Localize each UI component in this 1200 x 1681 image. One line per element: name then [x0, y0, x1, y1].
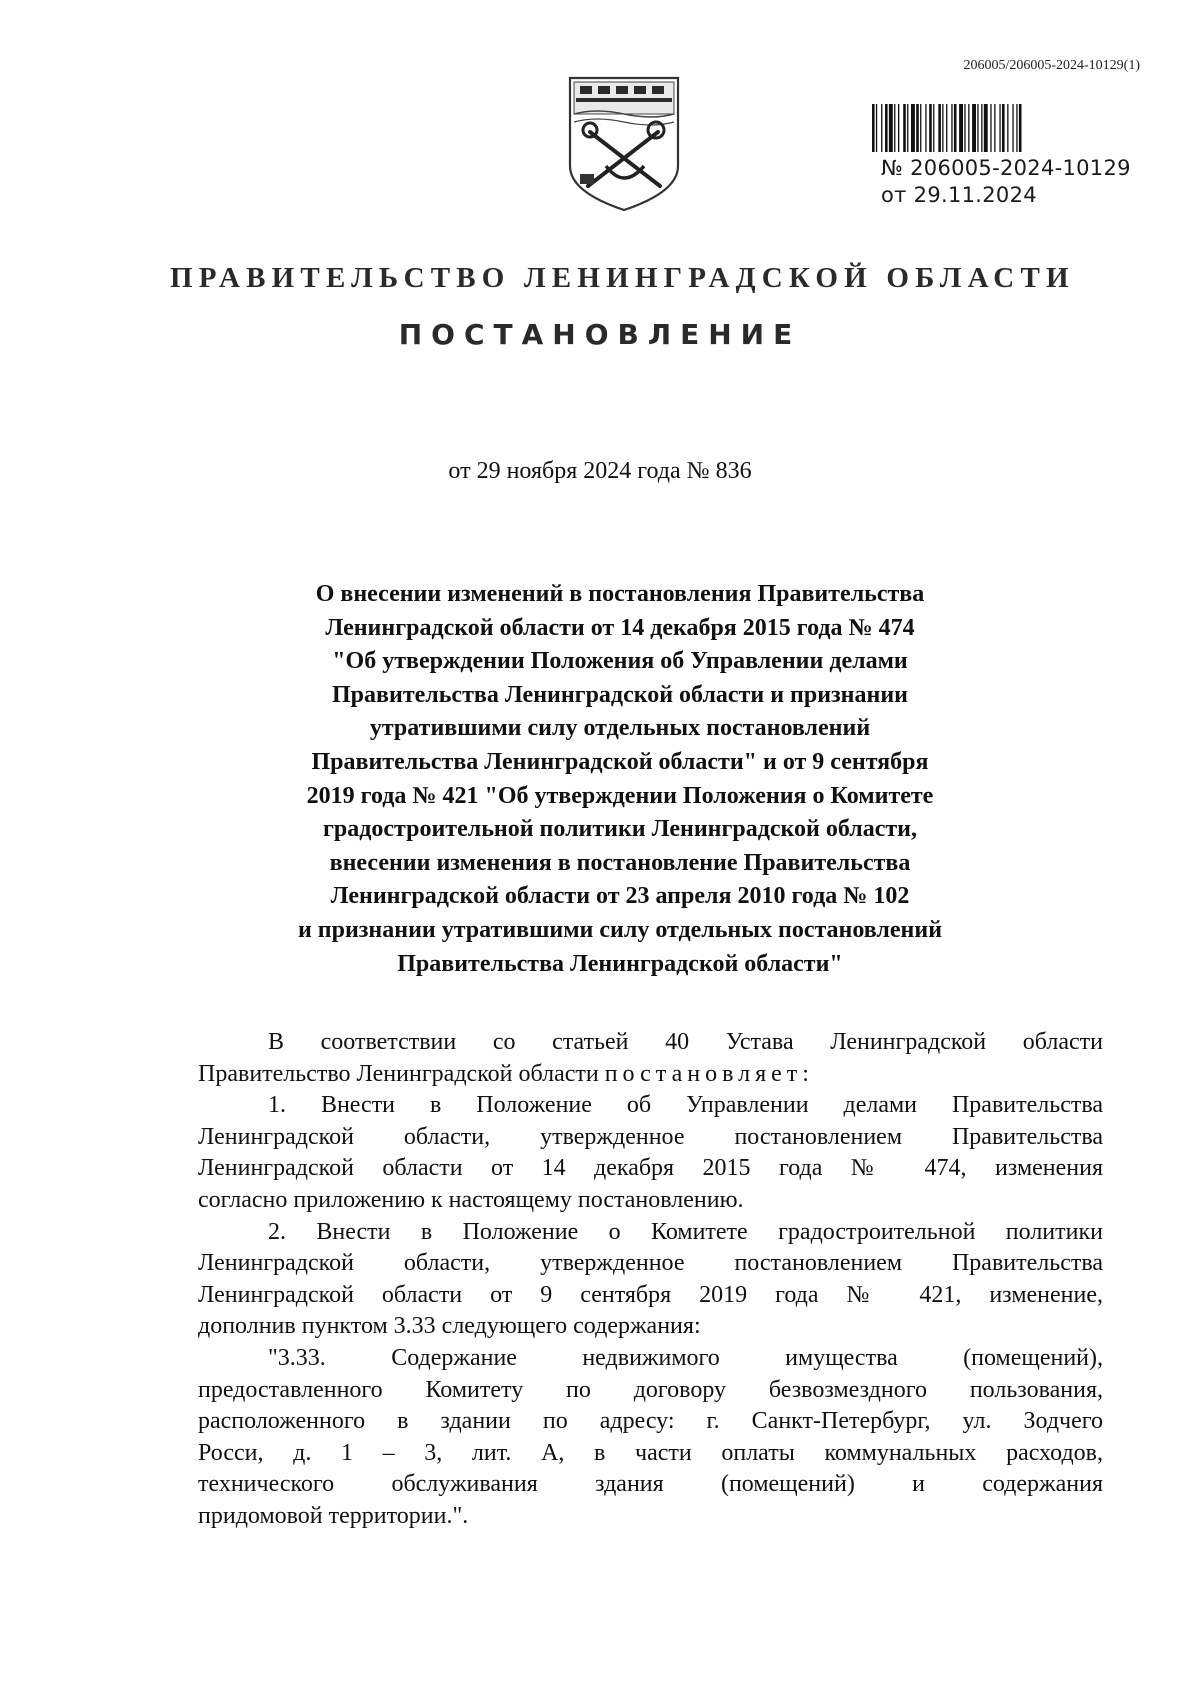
authority-title: ПРАВИТЕЛЬСТВО ЛЕНИНГРАДСКОЙ ОБЛАСТИ — [170, 262, 1075, 294]
subject-line: Ленинградской области от 23 апреля 2010 года № 102 — [330, 883, 910, 910]
item-2-line: Ленинградской области, утвержденное постановлением Правительства — [198, 1250, 1103, 1277]
quote-line: предоставленного Комитету по договору безвозмездного пользования, — [198, 1376, 1103, 1403]
preamble-text: Правительство Ленинградской области — [198, 1060, 605, 1087]
subject-line: "Об утверждении Положения об Управлении делами — [332, 648, 908, 675]
quote-line: придомовой территории.". — [198, 1502, 469, 1529]
document-date-number: от 29 ноября 2024 года № 836 — [448, 458, 752, 484]
subject-line: и признании утратившими силу отдельных постановлений — [297, 916, 943, 943]
subject-line: утратившими силу отдельных постановлений — [369, 715, 871, 742]
subject-line: градостроительной политики Ленинградской области, — [323, 816, 917, 843]
quote-line: Росси, д. 1 – 3, лит. А, в части оплаты коммунальных расходов, — [198, 1439, 1103, 1466]
preamble-line — [198, 1059, 1103, 1091]
subject-line: 2019 года № 421 "Об утверждении Положения о Комитете — [306, 782, 934, 809]
quote-line: "3.33. Содержание недвижимого имущества (помещений), — [268, 1344, 1103, 1371]
subject-line: Правительства Ленинградской области и признании — [332, 681, 908, 708]
item-1-line: Ленинградской области от 14 декабря 2015 года № 474, изменения — [198, 1155, 1103, 1182]
document-type-title: ПОСТАНОВЛЕНИЕ — [398, 318, 802, 351]
item-1-line: 1. Внести в Положение об Управлении делами Правительства — [268, 1092, 1103, 1119]
item-1-line: Ленинградской области, утвержденное постановлением Правительства — [198, 1123, 1103, 1150]
resolves-word: постановляет: — [604, 1060, 814, 1087]
barcode-icon — [870, 104, 1136, 152]
document-body — [198, 1027, 1103, 1533]
preamble-line: В соответствии со статьей 40 Устава Ленинградской области — [268, 1029, 1103, 1055]
subject-line: О внесении изменений в постановления Правительства — [315, 581, 925, 607]
document-subject — [220, 578, 1020, 981]
registration-stamp — [881, 155, 1131, 209]
registration-id: 206005/206005-2024-10129(1) — [963, 58, 1140, 73]
item-2-line: дополнив пунктом 3.33 следующего содержания: — [198, 1313, 701, 1340]
subject-line: Ленинградской области от 14 декабря 2015 года № 474 — [325, 614, 915, 641]
subject-line: Правительства Ленинградской области" и от 9 сентября — [311, 748, 929, 775]
item-2-line: Ленинградской области от 9 сентября 2019 года № 421, изменение, — [198, 1281, 1103, 1308]
subject-line: внесении изменения в постановление Правительства — [329, 849, 911, 876]
subject-line: Правительства Ленинградской области" — [397, 950, 843, 977]
registration-number: № 206005-2024-10129 — [881, 156, 1131, 180]
quote-line: технического обслуживания здания (помещений) и содержания — [198, 1471, 1103, 1498]
registration-date: от 29.11.2024 — [881, 183, 1037, 207]
quote-line: расположенного в здании по адресу: г. Санкт-Петербург, ул. Зодчего — [198, 1408, 1103, 1435]
item-1-line: согласно приложению к настоящему постановлению. — [198, 1186, 744, 1213]
item-2-line: 2. Внести в Положение о Комитете градостроительной политики — [268, 1218, 1103, 1245]
leningrad-oblast-coat-of-arms-icon — [566, 74, 682, 214]
